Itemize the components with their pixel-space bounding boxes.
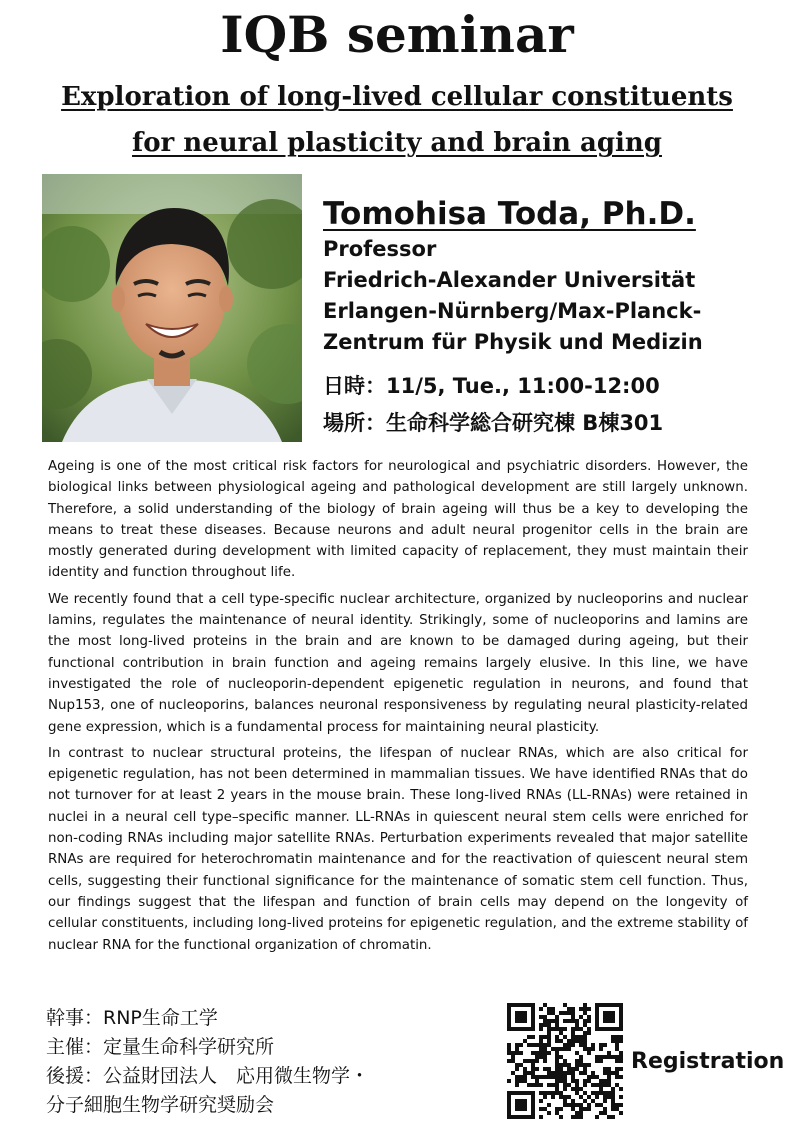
speaker-affiliation-line1: Friedrich-Alexander Universität xyxy=(323,268,696,292)
abstract-paragraph-1: Ageing is one of the most critical risk factors for neurological and psychiatric disorders. However, the biological links between physiological ageing and pathological development are still largely unknown. Therefore, a solid understanding of the biology of brain ageing will thus be a key to developing the means to treat these diseases. Because neurons and adult neural progenitor cells in the brain are mostly generated during development with limited capacity of replacement, they must maintain their identity and function throughout life. xyxy=(48,459,748,581)
event-datetime: 日時：11/5, Tue., 11:00-12:00 xyxy=(323,374,660,398)
page-title: IQB seminar xyxy=(220,5,574,64)
speaker-affiliation-line2: Erlangen-Nürnberg/Max-Planck- xyxy=(323,299,702,323)
seminar-subtitle-line1: Exploration of long-lived cellular constituents xyxy=(61,82,733,112)
organizer-line-4: 分子細胞生物学研究奨励会 xyxy=(46,1094,275,1116)
abstract xyxy=(48,456,748,961)
speaker-photo xyxy=(42,174,302,442)
speaker-name: Tomohisa Toda, Ph.D. xyxy=(323,196,696,232)
speaker-affiliation-line3: Zentrum für Physik und Medizin xyxy=(323,330,703,354)
seminar-subtitle-line2: for neural plasticity and brain aging xyxy=(132,128,662,158)
organizer-line-3: 後援：公益財団法人 応用微生物学・ xyxy=(46,1065,370,1087)
organizer-line-1: 幹事：RNP生命工学 xyxy=(46,1007,218,1029)
registration-label: Registration xyxy=(631,1049,785,1074)
abstract-paragraph-3: In contrast to nuclear structural proteins, the lifespan of nuclear RNAs, which are also critical for epigenetic regulation, has not been determined in mammalian tissues. We have identified RNAs that do not turnover for at least 2 years in the mouse brain. These long-lived RNAs (LL-RNAs) were retained in nuclei in a neural cell type–specific manner. LL-RNAs in quiescent neural stem cells were enriched for non-coding RNAs including major satellite RNAs. Perturbation experiments revealed that major satellite RNAs are required for heterochromatin maintenance and for the reactivation of quiescent neural stem cells, suggesting their functional significance for the maintenance of somatic stem cell function. Thus, our findings suggest that the lifespan and function of brain cells may depend on the longevity of cellular constituents, including long-lived proteins for epigenetic regulation, and the extreme stability of nuclear RNA for the functional organization of chromatin. xyxy=(48,745,748,953)
event-location: 場所：生命科学総合研究棟 B棟301 xyxy=(323,411,664,435)
speaker-portrait-image xyxy=(42,174,302,442)
qr-code-icon[interactable] xyxy=(507,1003,623,1119)
speaker-position: Professor xyxy=(323,237,437,261)
organizer-line-2: 主催：定量生命科学研究所 xyxy=(46,1036,275,1058)
abstract-paragraph-2: We recently found that a cell type-specific nuclear architecture, organized by nucleoporins and nuclear lamins, regulates the maintenance of neural identity. Strikingly, some of nucleoporins and lamins are the most long-lived proteins in the brain and are known to be damaged during ageing, but their functional contribution in brain function and ageing remains largely elusive. In this line, we have investigated the role of nucleoporin-dependent epigenetic regulation in neurons, and found that Nup153, one of nucleoporins, balances neuronal responsiveness by regulating neural plasticity-related gene expression, which is a fundamental process for maintaining neural plasticity. xyxy=(48,591,748,735)
